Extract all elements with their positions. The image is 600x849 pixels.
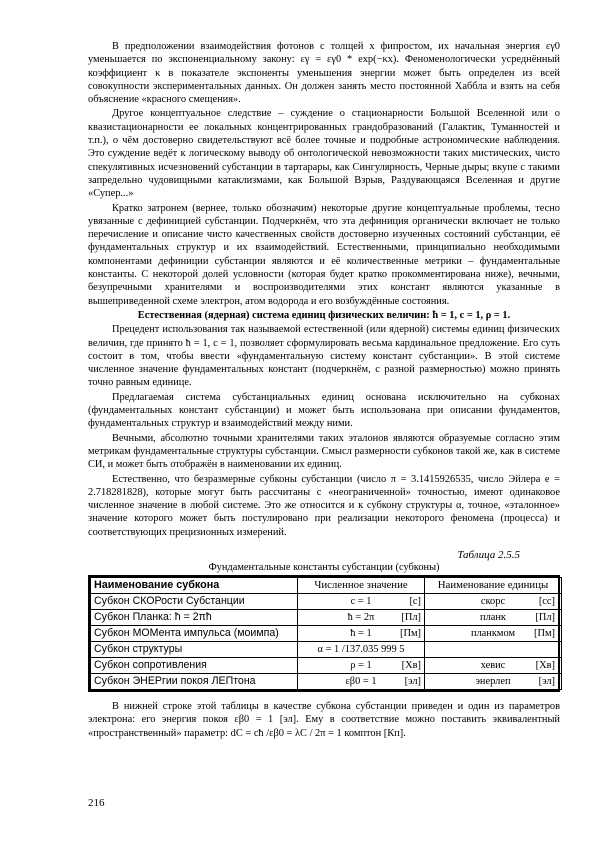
row-unit: хевис [Хв] bbox=[425, 657, 562, 673]
row-name: Субкон МОМента импульса (моимпа) bbox=[91, 625, 298, 641]
header-value: Численное значение bbox=[298, 577, 425, 593]
paragraph-7: Естественно, что безразмерные субконы субстанции (число π = 3.1415926535, число Эйлера e = 2.718281828), которые могут быть рассчитаны с «неограниченной» точностью, имеют одинаковое численное значение в любой системе. Это же относится и к субкону структуры α, точное, «эталонное» значение которого может быть постулировано при реализации некоторого феномена (процесса) и соответствующих прецизионных измерений. bbox=[88, 473, 560, 538]
section-heading: Естественная (ядерная) система единиц физических величин: ħ = 1, c = 1, ρ = 1. bbox=[137, 309, 511, 321]
row-unit: скорс [сс] bbox=[425, 593, 562, 609]
row-unit bbox=[425, 641, 562, 657]
row-value: ħ = 1 [Пм] bbox=[298, 625, 425, 641]
header-name: Наименование субкона bbox=[91, 577, 298, 593]
row-name: Субкон Планка: ħ = 2πħ bbox=[91, 609, 298, 625]
table-row bbox=[91, 641, 562, 657]
row-name: Субкон структуры bbox=[91, 641, 298, 657]
row-name: Субкон СКОРости Субстанции bbox=[91, 593, 298, 609]
row-value: εβ0 = 1 [эл] bbox=[298, 673, 425, 689]
paragraph-6: Вечными, абсолютно точными хранителями таких эталонов являются образуемые согласно этим метрикам фундаментальные структуры субстанции. Смысл размерности субконов такой же, как в системе СИ, и может быть отображён в наименовании их единиц. bbox=[88, 432, 560, 471]
table-row bbox=[91, 609, 562, 625]
paragraph-4: Прецедент использования так называемой естественной (или ядерной) системы единиц физических величин, где принято ħ = 1, c = 1, позволяет сформулировать весьма кардинальное предложение. Его суть состоит в том, чтобы ввести «фундаментальную систему констант субстанции». В этой системе численное значение фундаментальных констант (подчеркнём, с разной размерностью) можно принять точно равным единице. bbox=[88, 324, 560, 389]
constants-table bbox=[88, 575, 560, 692]
page-number: 216 bbox=[88, 797, 105, 809]
row-name: Субкон сопротивления bbox=[91, 657, 298, 673]
table-title: Фундаментальные константы субстанции (субконы) bbox=[208, 561, 440, 573]
row-value: c = 1 [с] bbox=[298, 593, 425, 609]
table-row bbox=[91, 625, 562, 641]
table-header-row bbox=[91, 577, 562, 593]
paragraph-5: Предлагаемая система субстанциальных единиц основана исключительно на субконах (фундаментальных констант субстанции) и может быть использована при описании фундаментов, фундаментальных структур и взаимодействий между ними. bbox=[88, 391, 560, 430]
row-unit: планкмом [Пм] bbox=[425, 625, 562, 641]
paragraph-2: Другое концептуальное следствие – суждение о стационарности Большой Вселенной или о квазистационарности ее локальных концентрированных грандобразований (Галактик, Туманностей и т.п.), о чём достоверно свидетельствуют всё более точные и подробные астрономические наблюдения. Это суждение ведёт к логическому выводу об онтологической невозможности таких мистических, чисто спекулятивных исчезновений субстанции в тартарары, как Сингулярность, Черные дыры; вкупе с такими запредельно чудовищными катаклизмами, как Большой Взрыв, Раздувающаяся Вселенная и другие «Супер...» bbox=[88, 108, 560, 200]
table-number: Таблица 2.5.5 bbox=[457, 548, 520, 561]
table-row bbox=[91, 593, 562, 609]
row-value: ρ = 1 [Хв] bbox=[298, 657, 425, 673]
paragraph-3: Кратко затронем (вернее, только обозначим) некоторые другие концептуальные проблемы, тесно увязанные с дефиницией субстанции. Подчеркнём, что эта дефиниция органически включает не только перечисление и описание чисто качественных свойств достоверно изученных состояний субстанции, её фундаментальных структур и их взаимодействий. Естественными, принципиально необходимыми компонентами дефиниции субстанции являются и её количественные метрики – фундаментальные константы. С некоторой долей условности (которая будет кратко прокомментирована ниже), вечными, безупречными хранителями и воспроизводителями этих констант являются указанные в вышеприведенной схеме электрон, атом водорода и его возбуждённые состояния. bbox=[88, 202, 560, 307]
row-unit: планк [Пл] bbox=[425, 609, 562, 625]
row-unit: энерлеп [эл] bbox=[425, 673, 562, 689]
table-row bbox=[91, 673, 562, 689]
row-value: α = 1 /137.035 999 5 bbox=[298, 641, 425, 657]
page-body bbox=[88, 40, 560, 741]
row-name: Субкон ЭНЕРгии покоя ЛЕПтона bbox=[91, 673, 298, 689]
header-unit: Наименование единицы bbox=[425, 577, 562, 593]
row-value: ħ = 2π [Пл] bbox=[298, 609, 425, 625]
closing-paragraph: В нижней строке этой таблицы в качестве субкона субстанции приведен и один из параметров электрона: его энергия покоя εβ0 = 1 [эл]. Ему в соответствие можно поставить эквивалентный «пространственный» параметр: dC = cħ /εβ0 = λC / 2π = 1 комптон [Кп]. bbox=[88, 700, 560, 739]
paragraph-1: В предположении взаимодействия фотонов с толщей x фипростом, их начальная энергия εγ0 уменьшается по экспоненциальному закону: εγ = εγ0 * exp(−κx). Феноменологически усреднённый коэффициент κ в показателе экспоненты уменьшения энергии может быть определен из всей совокупности экспериментальных данных. Он должен занять место постоянной Хаббла и взять на себя объяснение «красного смещения». bbox=[88, 41, 560, 106]
table-row bbox=[91, 657, 562, 673]
